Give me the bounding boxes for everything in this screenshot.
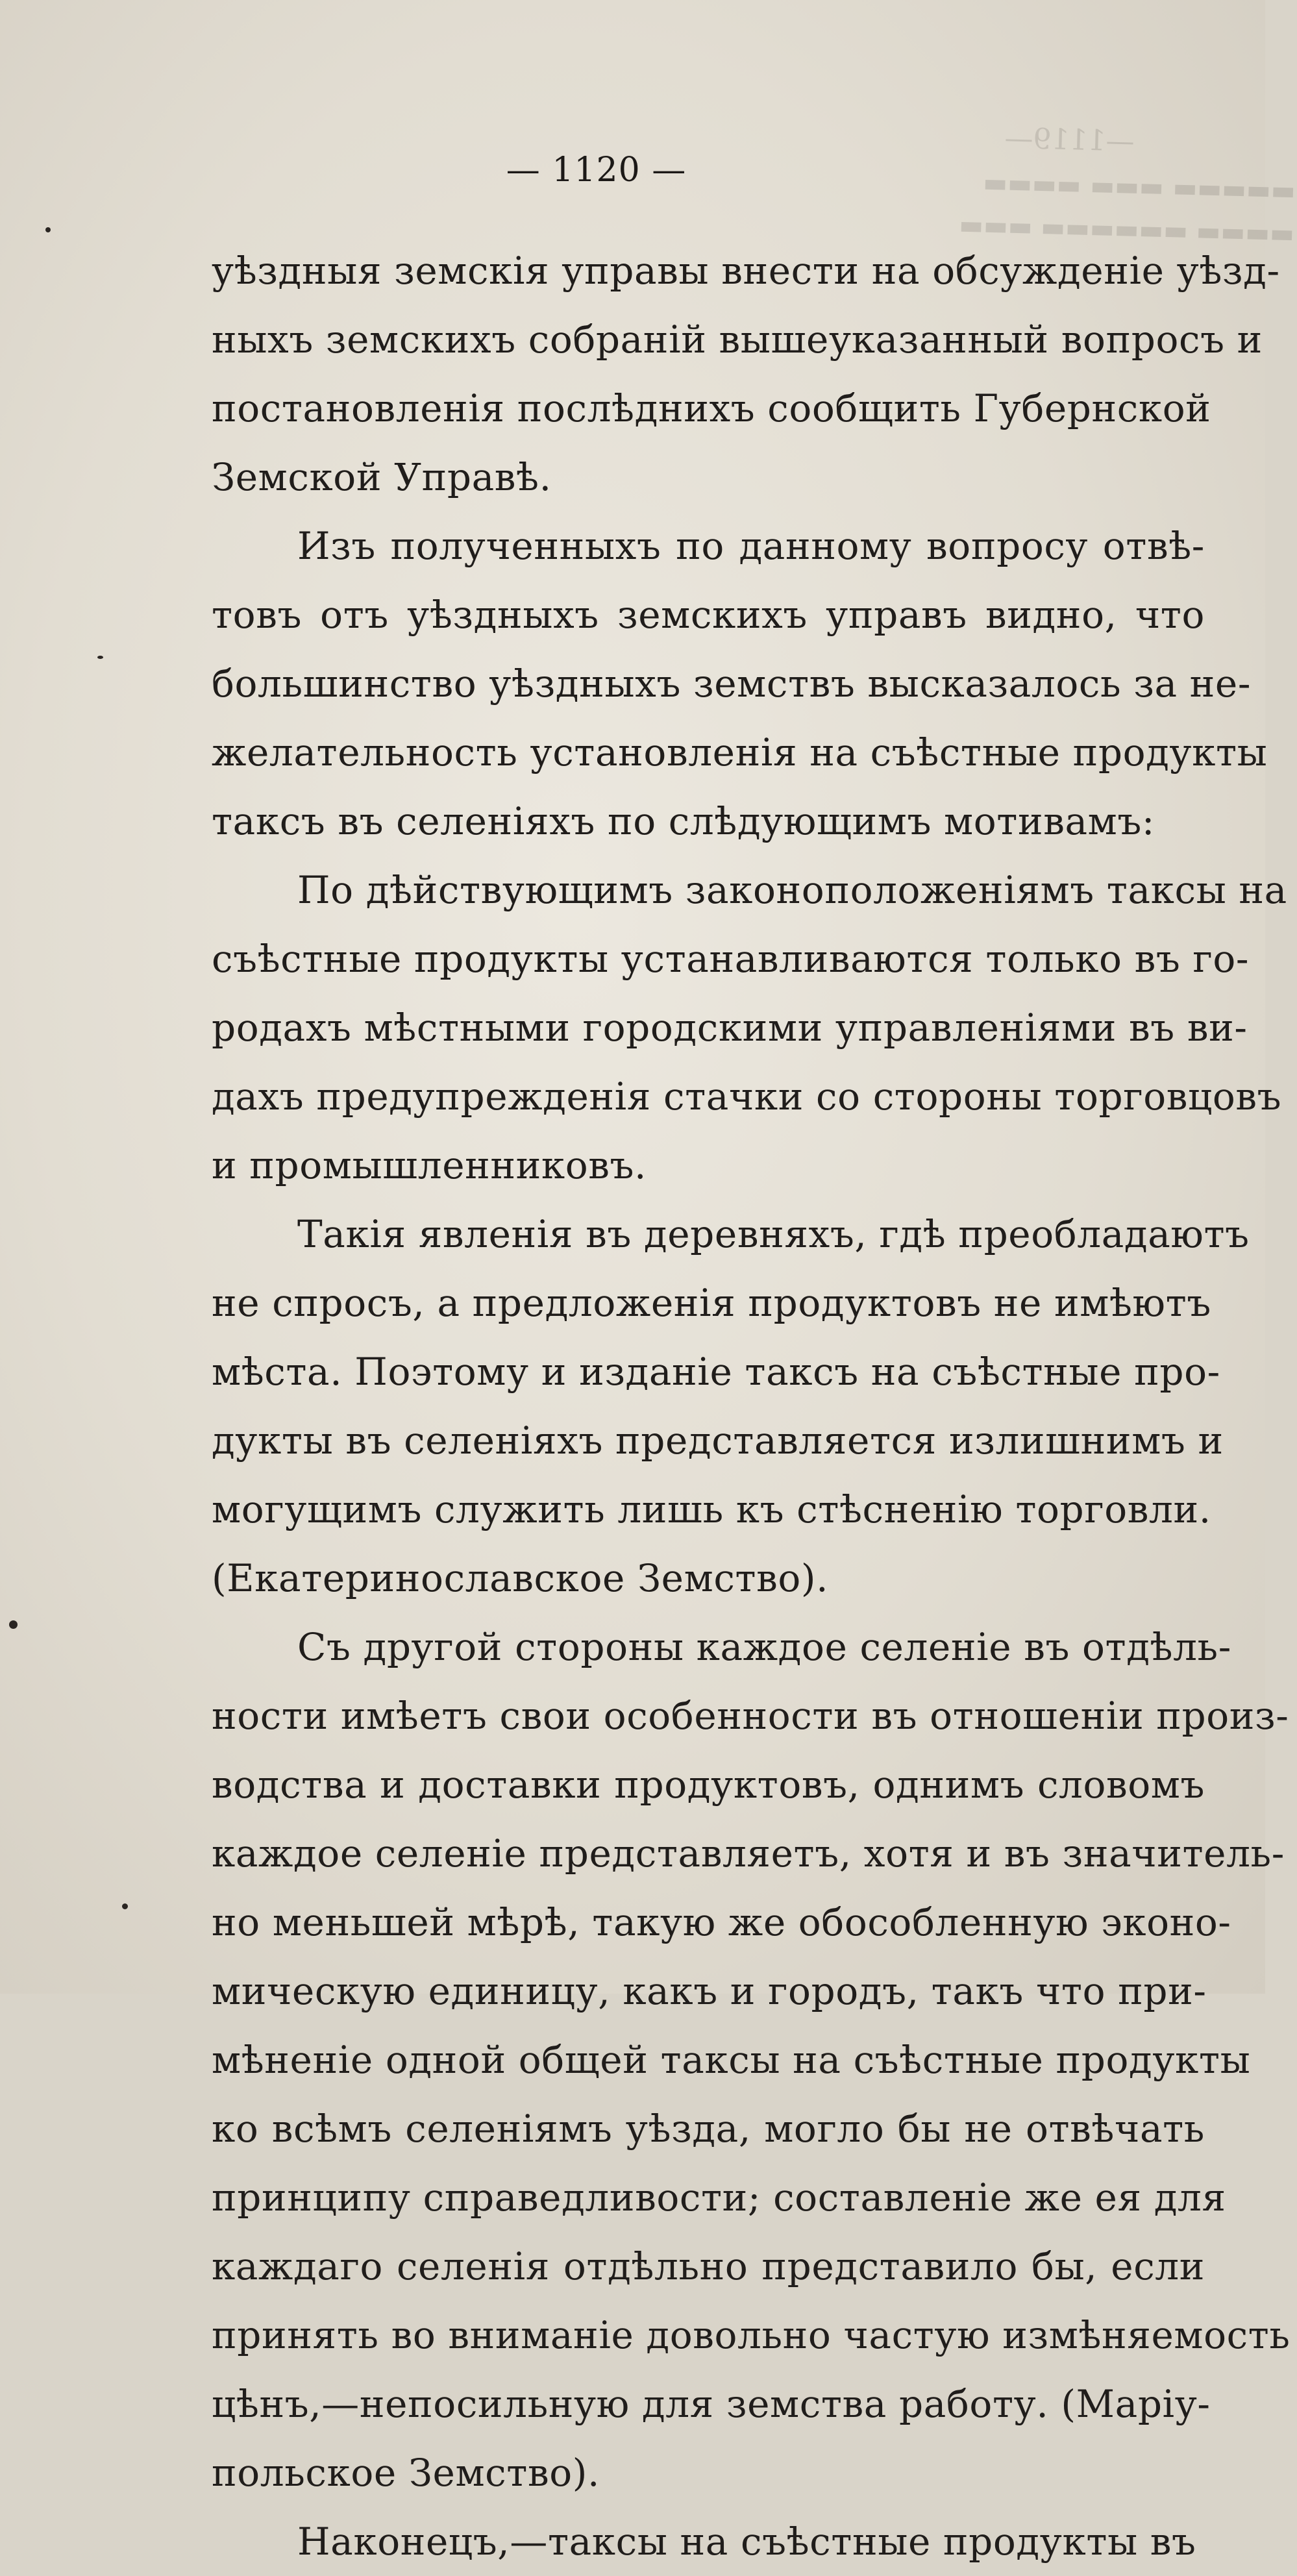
paragraph — [212, 236, 1280, 512]
paragraph — [212, 512, 1268, 856]
text-line: принципу справедливости; составленіе же ея для — [212, 2175, 1226, 2220]
paper-speck — [9, 1620, 18, 1629]
text-line: Изъ полученныхъ по данному вопросу отвѣ- — [297, 524, 1205, 568]
text-line: ности имѣетъ свои особенности въ отношеніи произ- — [212, 1694, 1289, 1738]
text-line: ко всѣмъ селеніямъ уѣзда, могло бы не отвѣчать — [212, 2107, 1205, 2151]
text-line: цѣнъ,—непосильную для земства работу. (Маріу- — [212, 2382, 1211, 2426]
text-line: и промышленниковъ. — [212, 1143, 647, 1187]
text-line: мѣста. Поэтому и изданіе таксъ на съѣстные про- — [212, 1350, 1220, 1394]
reverse-page-bleed-through: —1119— ▬▬▬▬▬ ▬▬▬ ▬▬▬▬ ▬▬▬▬ ▬▬▬▬▬▬ ▬▬▬ — [958, 121, 1296, 249]
text-line: По дѣйствующимъ законоположеніямъ таксы на — [297, 868, 1287, 912]
text-line: дахъ предупрежденія стачки со стороны торговцовъ — [212, 1074, 1282, 1119]
text-line: каждое селеніе представляетъ, хотя и въ значитель- — [212, 1831, 1285, 1876]
text-line: желательность установленія на съѣстные продукты — [212, 730, 1268, 774]
page-number: — 1120 — — [506, 151, 687, 190]
text-line: принять во вниманіе довольно частую измѣняемость — [212, 2313, 1291, 2357]
text-line: польское Земство). — [212, 2451, 600, 2495]
text-line: Такія явленія въ деревняхъ, гдѣ преобладаютъ — [297, 1212, 1250, 1256]
text-line: мѣненіе одной общей таксы на съѣстные продукты — [212, 2038, 1251, 2082]
text-line: родахъ мѣстными городскими управленіями въ ви- — [212, 1006, 1248, 1050]
text-line: товъ отъ уѣздныхъ земскихъ управъ видно, что — [212, 593, 1205, 637]
paper-speck — [122, 1903, 128, 1909]
paragraph — [212, 856, 1287, 1200]
paper-speck — [45, 227, 51, 232]
text-line: но меньшей мѣрѣ, такую же обособленную эконо- — [212, 1900, 1231, 1944]
text-line: съѣстные продукты устанавливаются только въ го- — [212, 937, 1250, 981]
text-line: мическую единицу, какъ и городъ, такъ что при- — [212, 1969, 1207, 2013]
text-line: таксъ въ селеніяхъ по слѣдующимъ мотивамъ: — [212, 799, 1155, 843]
paragraph — [212, 1200, 1250, 1613]
text-line: каждаго селенія отдѣльно представило бы, если — [212, 2244, 1205, 2288]
text-line: уѣздныя земскія управы внести на обсужденіе уѣзд- — [212, 249, 1280, 293]
text-line: Наконецъ,—таксы на съѣстные продукты въ — [297, 2520, 1196, 2564]
text-line: (Екатеринославское Земство). — [212, 1556, 829, 1600]
text-line: не спросъ, а предложенія продуктовъ не имѣютъ — [212, 1281, 1211, 1325]
text-line: постановленія послѣднихъ сообщить Губернской — [212, 386, 1211, 430]
body-text — [212, 236, 1291, 2576]
paper-speck — [97, 656, 103, 659]
text-line: дукты въ селеніяхъ представляется излишнимъ и — [212, 1418, 1224, 1463]
text-line: Съ другой стороны каждое селеніе въ отдѣль- — [297, 1625, 1231, 1669]
text-line: ныхъ земскихъ собраній вышеуказанный вопросъ и — [212, 317, 1263, 362]
text-line: водства и доставки продуктовъ, однимъ словомъ — [212, 1763, 1205, 1807]
paragraph — [212, 2507, 1205, 2576]
paragraph — [212, 1613, 1291, 2507]
text-line: могущимъ служить лишь къ стѣсненію торговли. — [212, 1487, 1211, 1531]
text-line: большинство уѣздныхъ земствъ высказалось за не- — [212, 662, 1252, 706]
text-line: Земской Управѣ. — [212, 455, 552, 499]
